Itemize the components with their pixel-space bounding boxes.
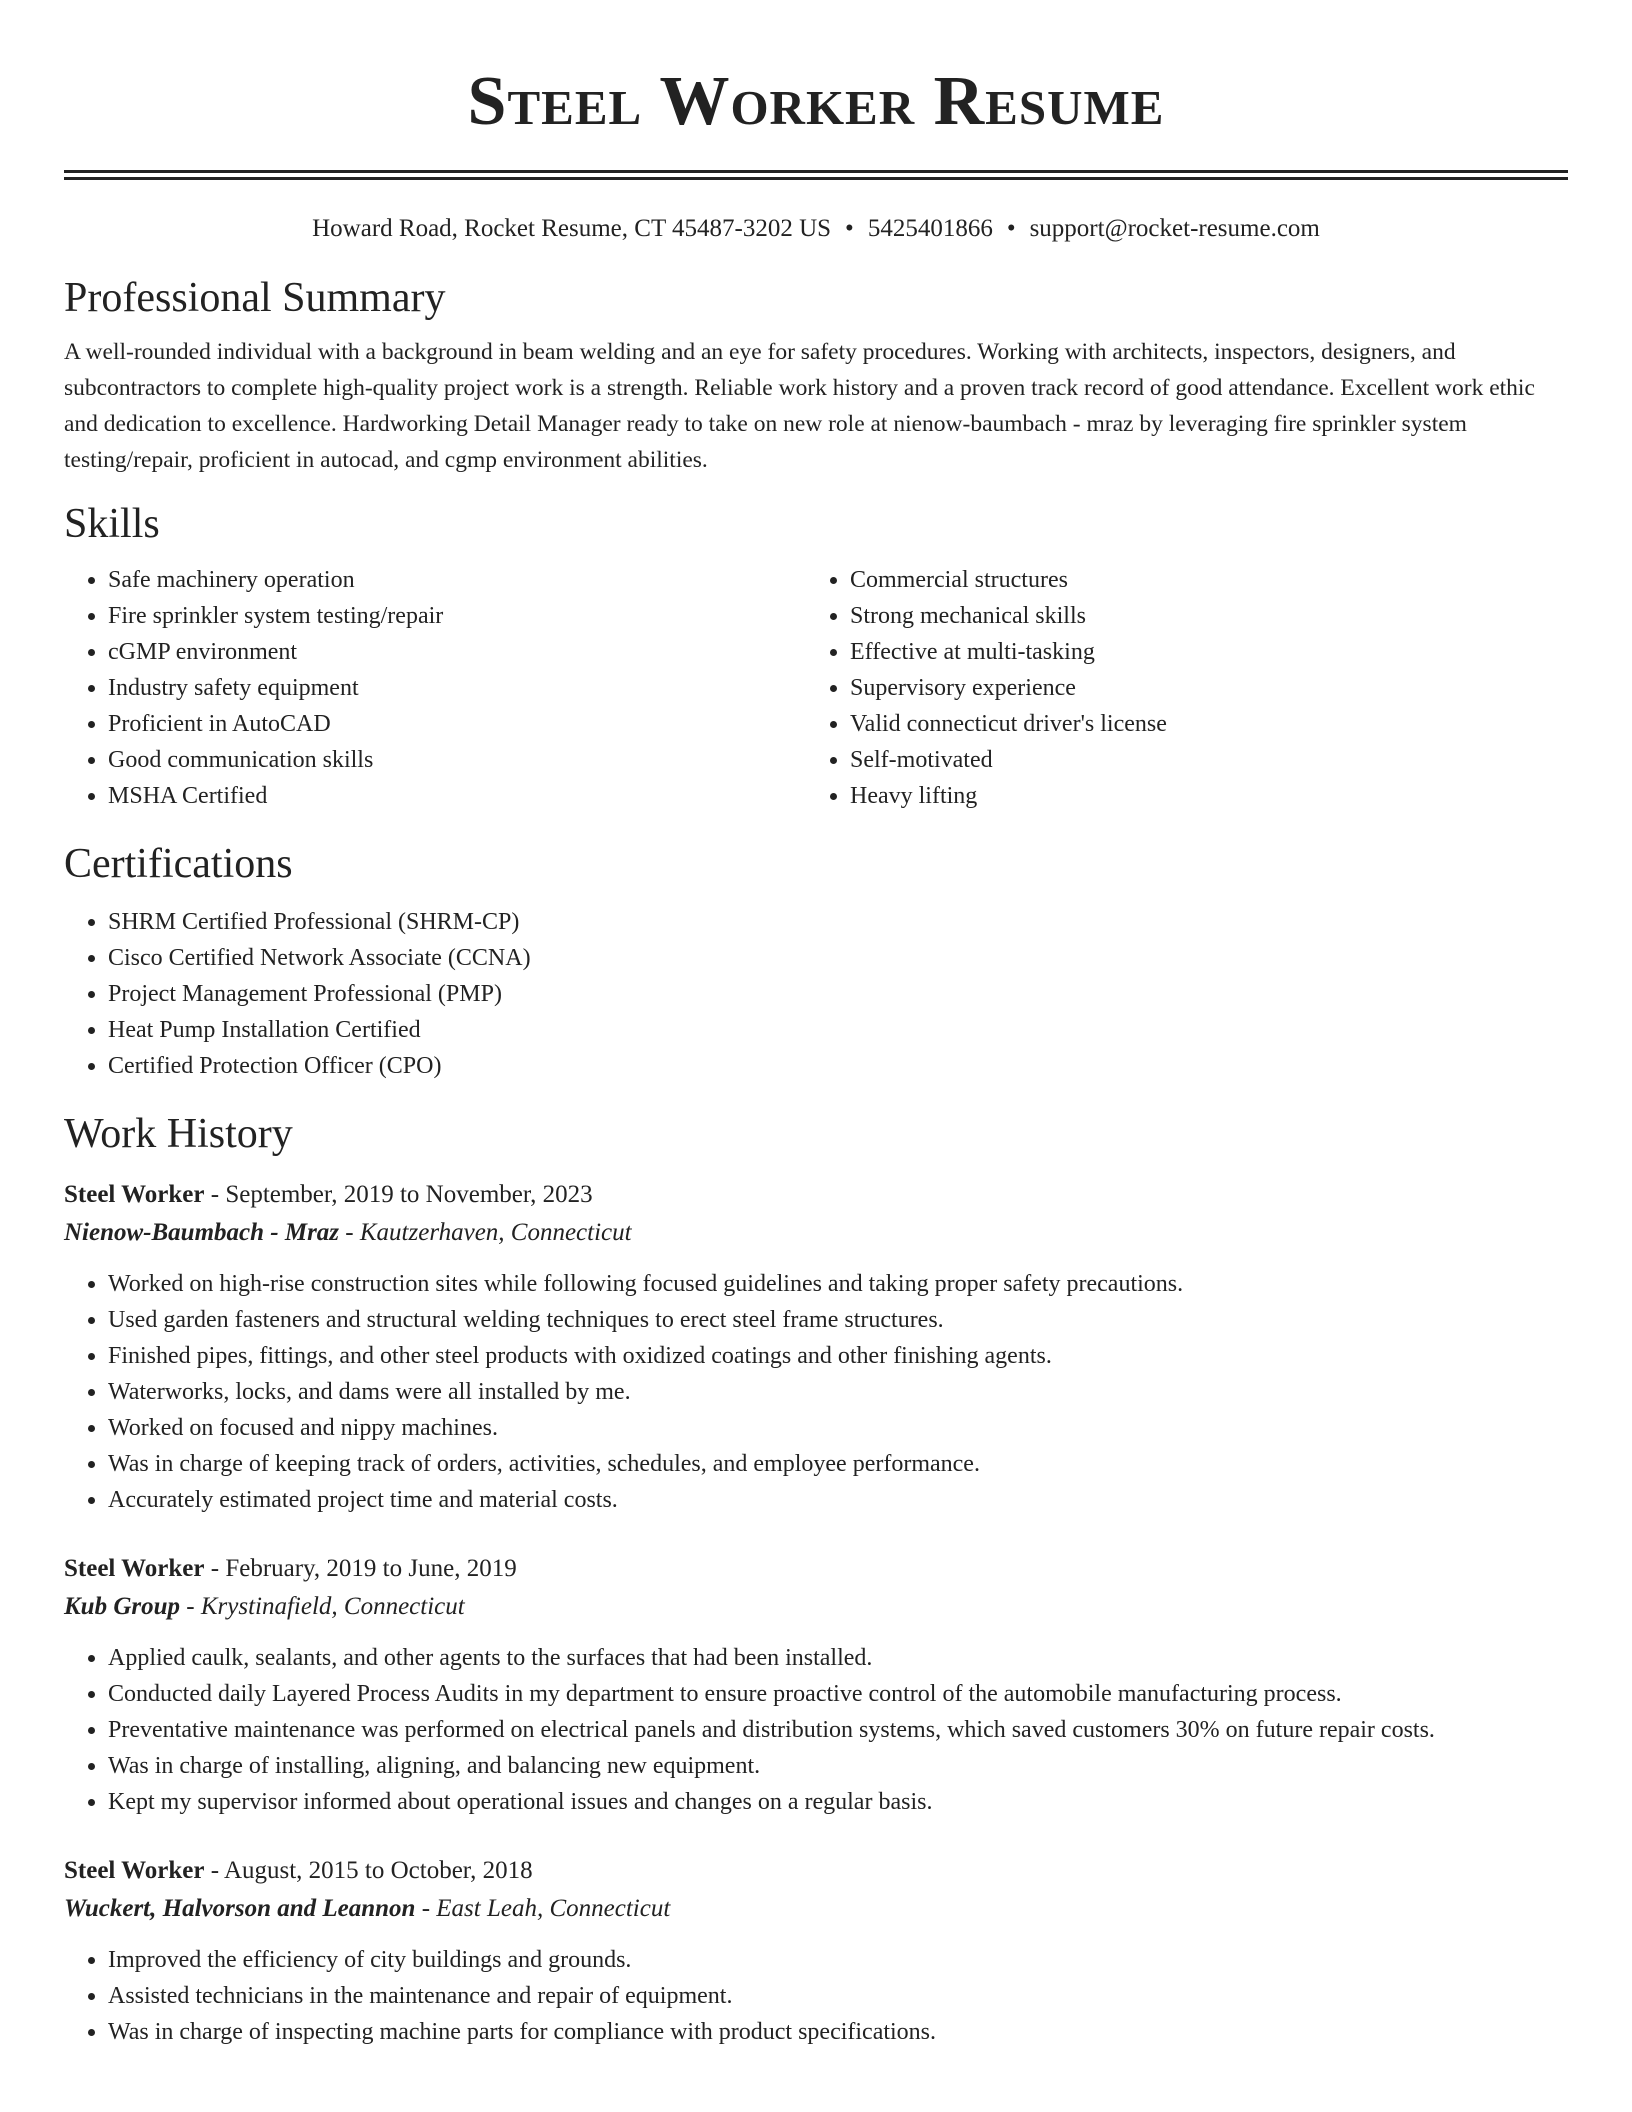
work-history-heading: Work History <box>64 1111 293 1157</box>
job-entry <box>64 1550 1568 1820</box>
job-bullets <box>64 1942 1568 2050</box>
resume-title: Steel Worker Resume <box>467 63 1165 140</box>
contact-line <box>64 212 1568 246</box>
skills-grid <box>64 562 1568 814</box>
title-divider <box>64 170 1568 180</box>
job-bullets <box>64 1266 1568 1518</box>
job-company-line: Wuckert, Halvorson and Leannon - East Leah, Connecticut <box>64 1895 671 1922</box>
job-title: Steel Worker <box>64 1181 205 1208</box>
certification-item: • Heat Pump Installation Certified <box>108 1012 1568 1048</box>
job-bullet: • Conducted daily Layered Process Audits in my department to ensure proactive control of the automobile manufacturing process. <box>108 1676 1568 1712</box>
job-bullet: • Kept my supervisor informed about operational issues and changes on a regular basis. <box>108 1784 1568 1820</box>
job-bullet: • Was in charge of keeping track of orders, activities, schedules, and employee performance. <box>108 1446 1568 1482</box>
job-bullet: • Improved the efficiency of city buildings and grounds. <box>108 1942 1568 1978</box>
certification-item: • SHRM Certified Professional (SHRM-CP) <box>108 904 1568 940</box>
job-bullet: • Worked on focused and nippy machines. <box>108 1410 1568 1446</box>
job-bullet: • Preventative maintenance was performed on electrical panels and distribution systems, which saved customers 30% on future repair costs. <box>108 1712 1568 1748</box>
job-title: Steel Worker <box>64 1857 205 1884</box>
job-location: East Leah, Connecticut <box>436 1895 671 1922</box>
summary-heading: Professional Summary <box>64 275 446 321</box>
job-header: Steel Worker - September, 2019 to November, 2023 <box>64 1181 593 1208</box>
job-header: Steel Worker - February, 2019 to June, 2019 <box>64 1555 517 1582</box>
certification-item: • Project Management Professional (PMP) <box>108 976 1568 1012</box>
job-bullet: • Was in charge of inspecting machine parts for compliance with product specifications. <box>108 2014 1568 2050</box>
job-company-line: Nienow-Baumbach - Mraz - Kautzerhaven, Connecticut <box>64 1219 632 1246</box>
skill-item: • Supervisory experience <box>850 670 1568 706</box>
skill-item: • Safe machinery operation <box>108 562 806 598</box>
job-dates: February, 2019 to June, 2019 <box>225 1555 517 1582</box>
certifications-heading: Certifications <box>64 841 293 887</box>
certifications-list <box>64 904 1568 1084</box>
skill-item: • Proficient in AutoCAD <box>108 706 806 742</box>
skill-item: • Fire sprinkler system testing/repair <box>108 598 806 634</box>
job-company-line: Kub Group - Krystinafield, Connecticut <box>64 1593 465 1620</box>
skill-item: • Valid connecticut driver's license <box>850 706 1568 742</box>
skill-item: • Heavy lifting <box>850 778 1568 814</box>
job-bullet: • Worked on high-rise construction sites while following focused guidelines and taking proper safety precautions. <box>108 1266 1568 1302</box>
job-bullet: • Accurately estimated project time and material costs. <box>108 1482 1568 1518</box>
job-bullet: • Waterworks, locks, and dams were all installed by me. <box>108 1374 1568 1410</box>
job-company: Wuckert, Halvorson and Leannon <box>64 1895 416 1922</box>
skill-item: • Commercial structures <box>850 562 1568 598</box>
skill-item: • Industry safety equipment <box>108 670 806 706</box>
contact-address: Howard Road, Rocket Resume, CT 45487-3202 US <box>312 215 832 242</box>
job-bullet: • Applied caulk, sealants, and other agents to the surfaces that had been installed. <box>108 1640 1568 1676</box>
job-header: Steel Worker - August, 2015 to October, 2018 <box>64 1857 533 1884</box>
contact-email: support@rocket-resume.com <box>1029 215 1320 242</box>
job-bullets <box>64 1640 1568 1820</box>
job-bullet: • Assisted technicians in the maintenance and repair of equipment. <box>108 1978 1568 2014</box>
skill-item: • cGMP environment <box>108 634 806 670</box>
certification-item: • Cisco Certified Network Associate (CCNA) <box>108 940 1568 976</box>
skill-item: • Effective at multi-tasking <box>850 634 1568 670</box>
job-dates: August, 2015 to October, 2018 <box>223 1857 533 1884</box>
contact-separator: • <box>1006 215 1016 242</box>
contact-phone: 5425401866 <box>867 215 993 242</box>
skill-item: • Good communication skills <box>108 742 806 778</box>
job-company: Kub Group <box>64 1593 181 1620</box>
job-location: Kautzerhaven, Connecticut <box>359 1219 632 1246</box>
skills-list-left <box>64 562 806 814</box>
job-bullet: • Used garden fasteners and structural welding techniques to erect steel frame structures. <box>108 1302 1568 1338</box>
job-bullet: • Finished pipes, fittings, and other steel products with oxidized coatings and other finishing agents. <box>108 1338 1568 1374</box>
skill-item: • Strong mechanical skills <box>850 598 1568 634</box>
job-entry <box>64 1176 1568 1518</box>
job-entry <box>64 1852 1568 2050</box>
job-title: Steel Worker <box>64 1555 205 1582</box>
job-dates: September, 2019 to November, 2023 <box>225 1181 593 1208</box>
job-company: Nienow-Baumbach - Mraz <box>64 1219 340 1246</box>
skill-item: • Self-motivated <box>850 742 1568 778</box>
job-location: Krystinafield, Connecticut <box>200 1593 465 1620</box>
summary-text: A well-rounded individual with a background in beam welding and an eye for safety procedures. Working with architects, inspectors, designers, and subcontractors to complete high-quality project work is a strength. Reliable work history and a proven track record of good attendance. Excellent work ethic and dedication to excellence. Hardworking Detail Manager ready to take on new role at nienow-baumbach - mraz by leveraging fire sprinkler system testing/repair, proficient in autocad, and cgmp environment abilities. <box>64 339 1535 473</box>
certification-item: • Certified Protection Officer (CPO) <box>108 1048 1568 1084</box>
skill-item: • MSHA Certified <box>108 778 806 814</box>
contact-separator: • <box>845 215 854 242</box>
job-bullet: • Was in charge of installing, aligning, and balancing new equipment. <box>108 1748 1568 1784</box>
skills-list-right <box>806 562 1568 814</box>
skills-heading: Skills <box>64 501 160 547</box>
